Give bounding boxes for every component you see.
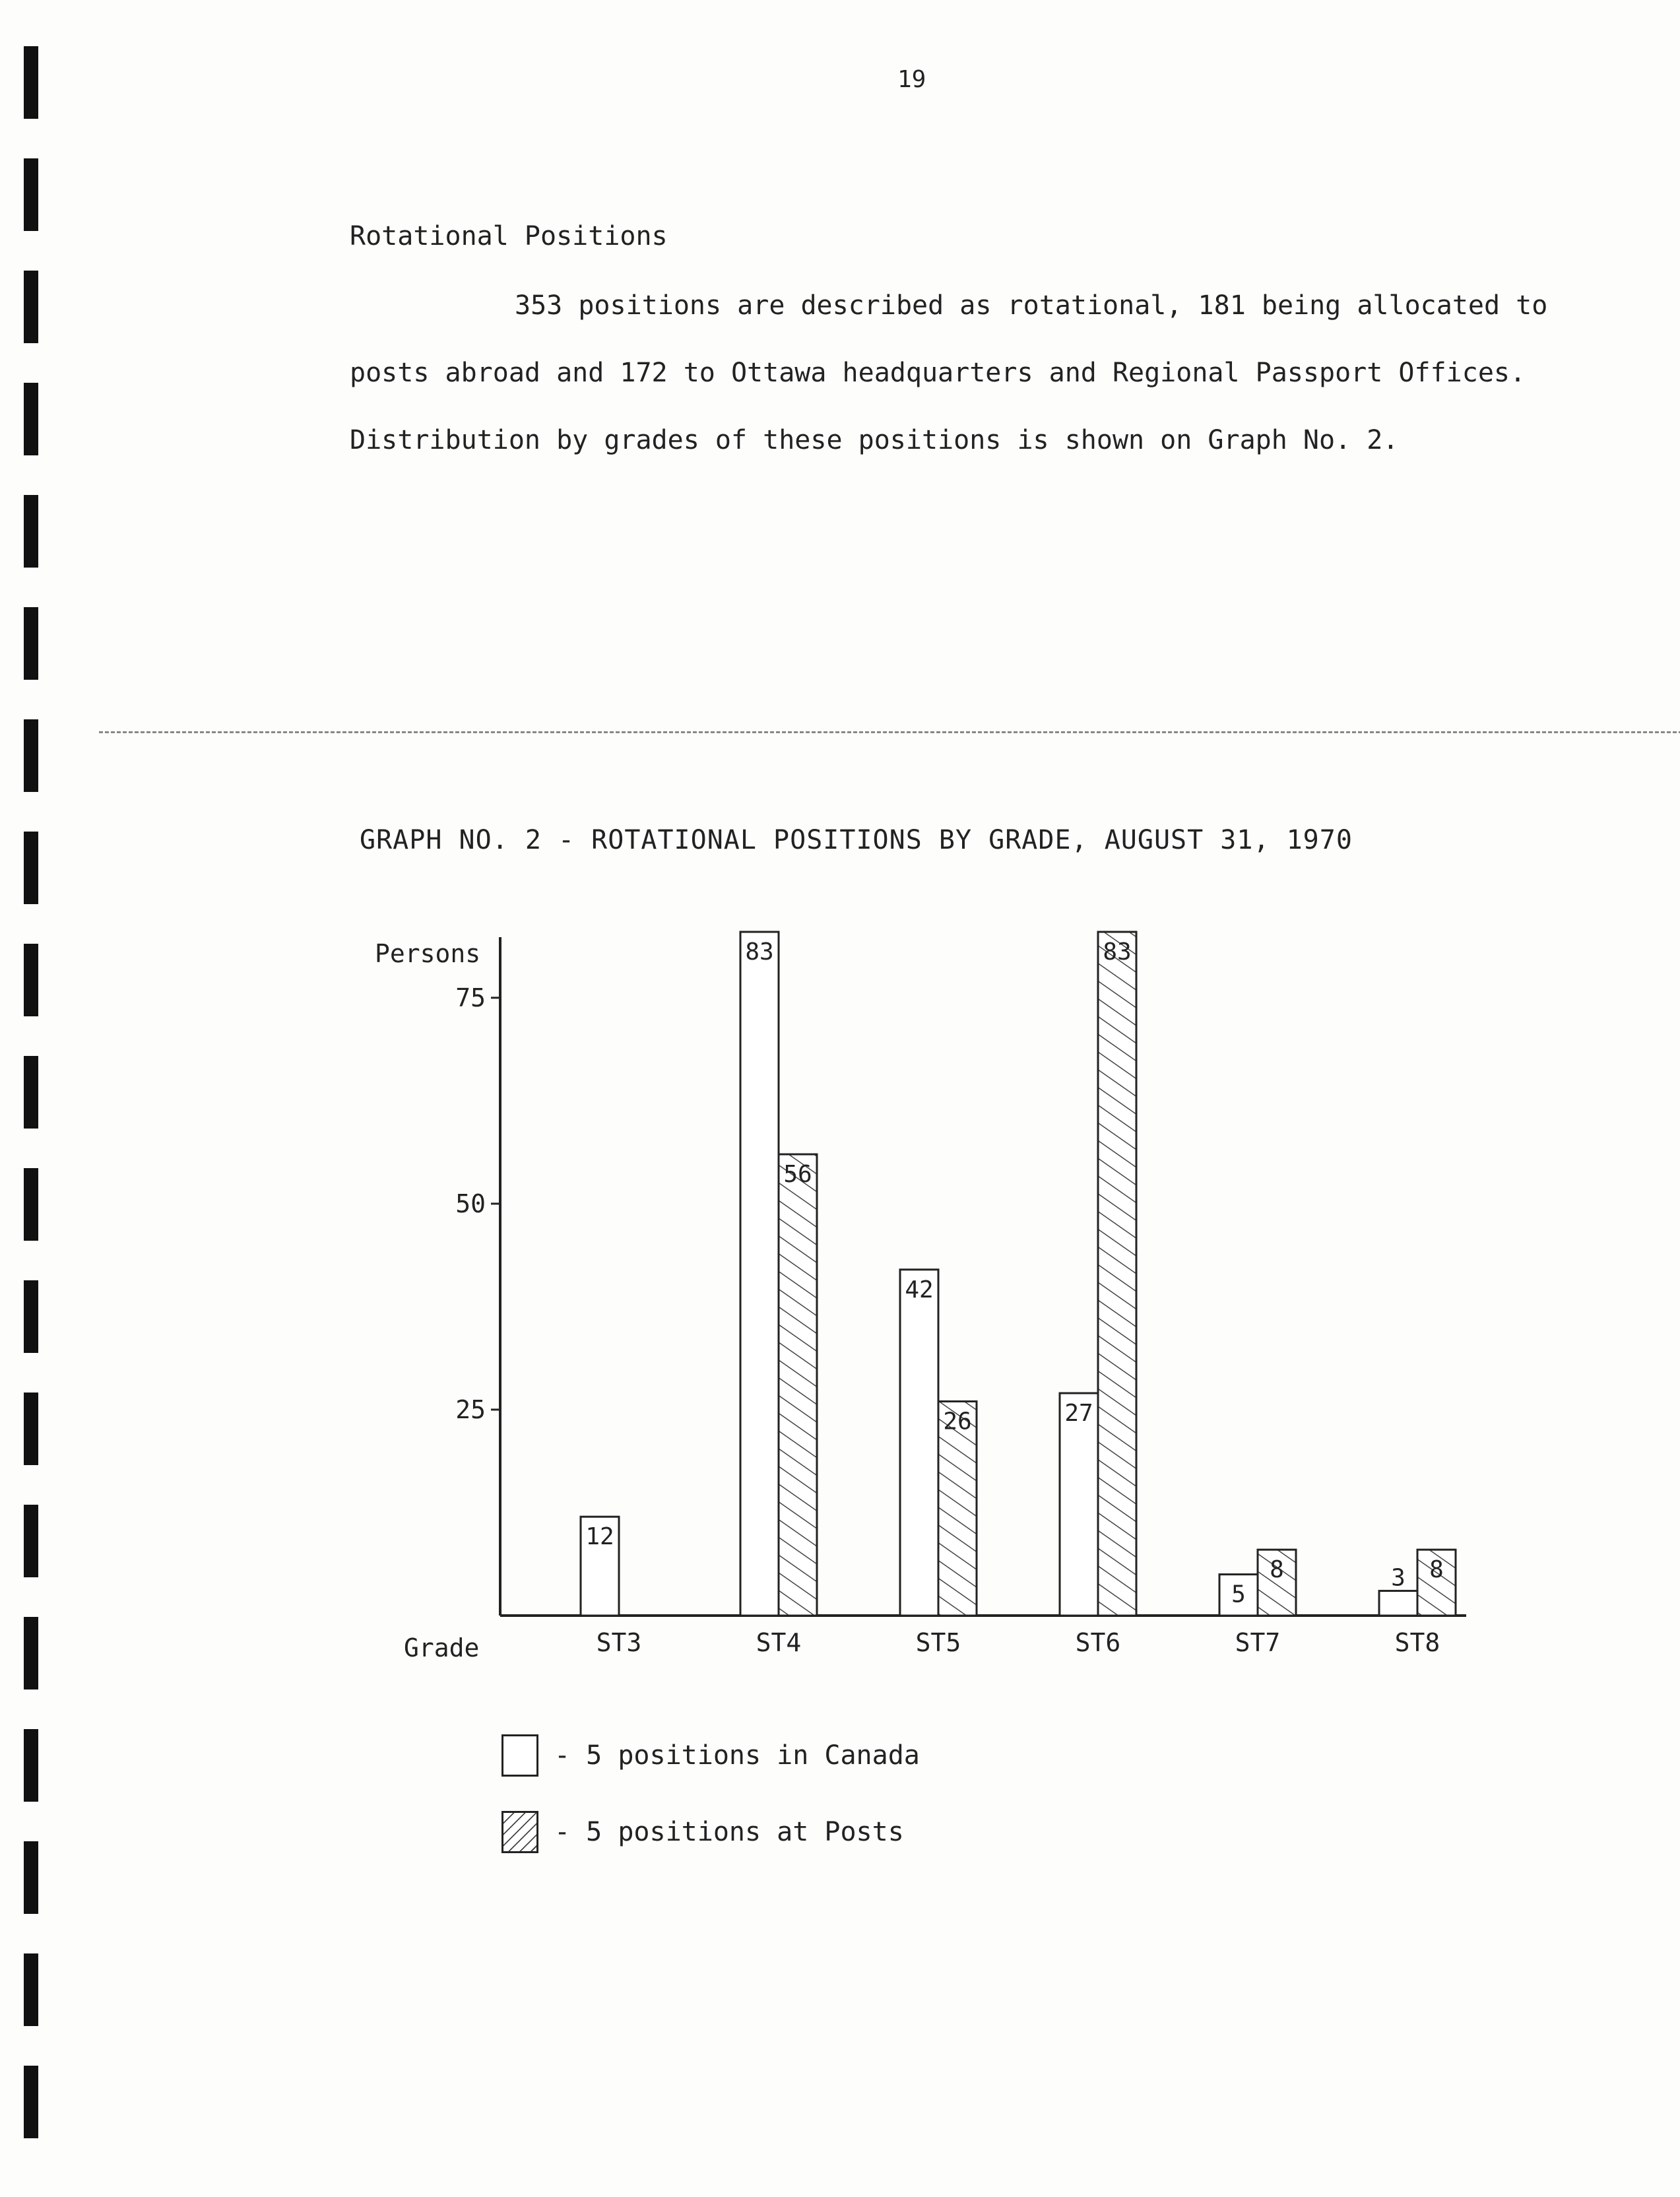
x-axis-label: Grade bbox=[404, 1633, 480, 1662]
bar-canada bbox=[1379, 1591, 1417, 1616]
data-label: 3 bbox=[1391, 1564, 1405, 1592]
y-tick-label: 25 bbox=[455, 1394, 486, 1424]
body-paragraph: 353 positions are described as rotational, 181 being allocated to posts abroad and 172 to Ottawa headquarters and Regional Passport Offices. Distribution by grades of these positions is shown on Graph No. 2. bbox=[350, 290, 1548, 455]
data-label: 5 bbox=[1231, 1581, 1246, 1608]
data-label: 83 bbox=[745, 938, 774, 966]
x-tick-label: ST6 bbox=[1075, 1628, 1121, 1657]
x-tick-label: ST3 bbox=[596, 1628, 642, 1657]
x-tick-label: ST8 bbox=[1394, 1628, 1440, 1657]
y-tick-label: 50 bbox=[455, 1189, 486, 1218]
bar-posts bbox=[1098, 932, 1136, 1616]
legend-item-canada bbox=[501, 1729, 920, 1782]
data-label: 27 bbox=[1064, 1399, 1093, 1427]
data-label: 12 bbox=[585, 1523, 614, 1551]
open-swatch-icon bbox=[501, 1734, 538, 1777]
graph-title: GRAPH NO. 2 - ROTATIONAL POSITIONS BY GRADE, AUGUST 31, 1970 bbox=[360, 825, 1353, 855]
data-label: 8 bbox=[1270, 1556, 1284, 1584]
page-number: 19 bbox=[897, 66, 926, 93]
data-label: 26 bbox=[943, 1408, 972, 1435]
x-tick-label: ST7 bbox=[1235, 1628, 1281, 1657]
bar-posts bbox=[779, 1154, 817, 1616]
section-heading: Rotational Positions bbox=[350, 221, 668, 251]
y-axis-label: Persons bbox=[375, 939, 481, 968]
legend-label-posts: - 5 positions at Posts bbox=[554, 1817, 904, 1847]
legend-item-posts bbox=[501, 1806, 920, 1858]
y-tick-label: 75 bbox=[455, 983, 486, 1012]
bar-canada bbox=[740, 932, 779, 1616]
data-label: 83 bbox=[1103, 938, 1132, 966]
legend-label-canada: - 5 positions in Canada bbox=[554, 1740, 920, 1771]
bar-canada bbox=[900, 1270, 938, 1616]
data-label: 42 bbox=[905, 1276, 934, 1303]
hatched-swatch-icon bbox=[501, 1811, 538, 1853]
legend bbox=[501, 1729, 920, 1882]
x-tick-label: ST5 bbox=[915, 1628, 961, 1657]
x-tick-label: ST4 bbox=[756, 1628, 802, 1657]
data-label: 56 bbox=[783, 1161, 812, 1189]
data-label: 8 bbox=[1429, 1556, 1444, 1584]
